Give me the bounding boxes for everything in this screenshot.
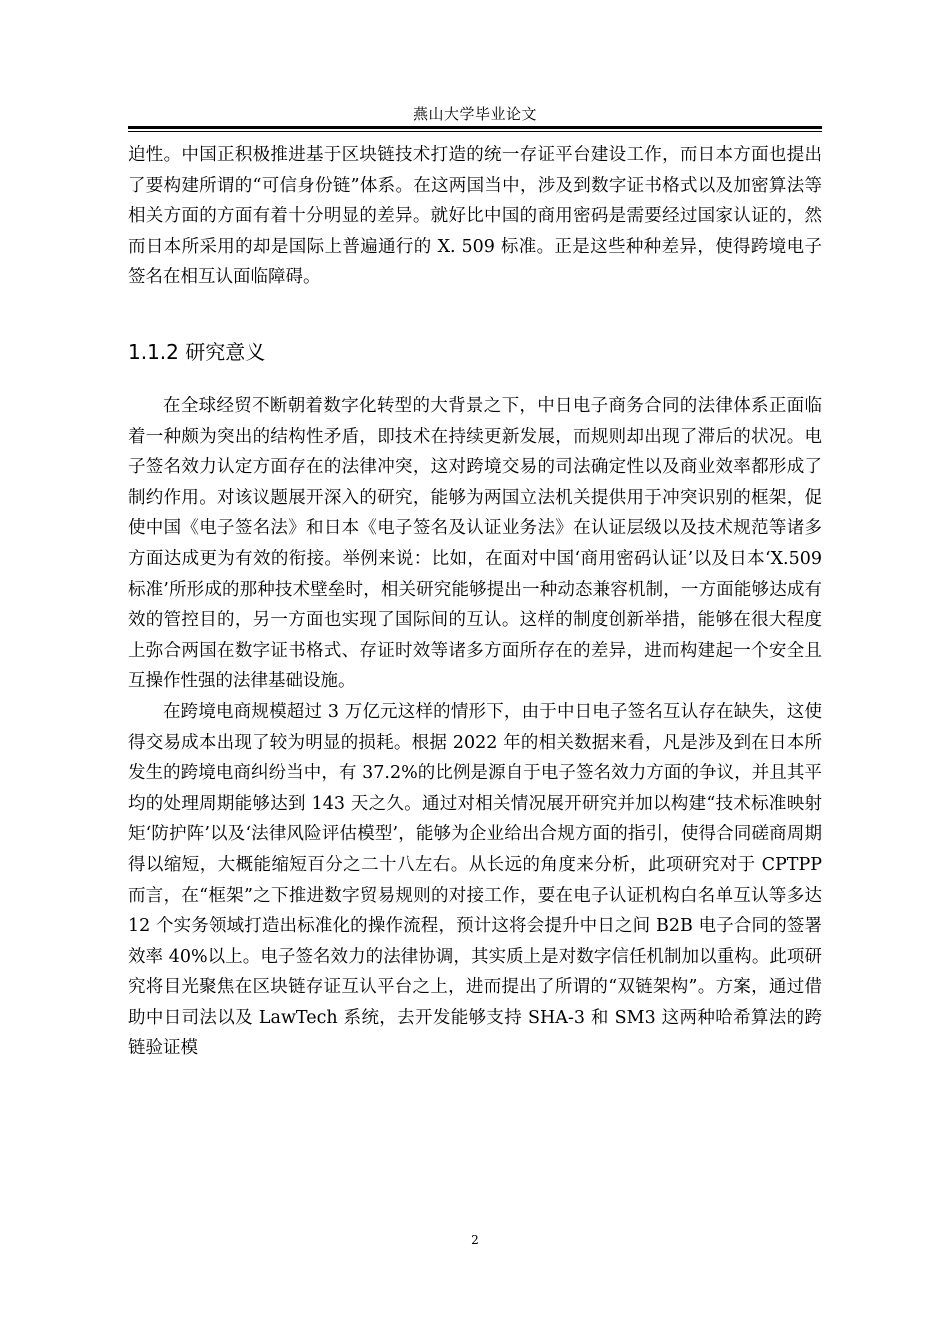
- running-header-title: 燕山大学毕业论文: [412, 105, 537, 123]
- body-block-top: [128, 140, 822, 293]
- page-number: 2: [471, 1233, 479, 1247]
- paragraph: 在跨境电商规模超过 3 万亿元这样的情形下，由于中日电子签名互认存在缺失，这使得交易成本出现了较为明显的损耗。根据 2022 年的相关数据来看，凡是涉及到在日本所发生的跨境电商纠纷当中，有 37.2%的比例是源自于电子签名效力方面的争议，并且其平均的处理周期能够达到 143 天之久。通过对相关情况展开研究并加以构建“技术标准映射矩‘防护阵’以及‘法律风险评估模型’，能够为企业给出合规方面的指引，使得合同磋商周期得以缩短，大概能缩短百分之二十八左右。从长远的角度来分析，此项研究对于 CPTPP 而言，在“框架”之下推进数字贸易规则的对接工作，要在电子认证机构白名单互认等多达 12 个实务领域打造出标准化的操作流程，预计这将会提升中日之间 B2B 电子合同的签署效率 40%以上。电子签名效力的法律协调，其实质上是对数字信任机制加以重构。此项研究将目光聚焦在区块链存证互认平台之上，进而提出了所谓的“双链架构”。方案，通过借助中日司法以及 LawTech 系统，去开发能够支持 SHA-3 和 SM3 这两种哈希算法的跨链验证模: [128, 701, 822, 1059]
- section-heading: 1.1.2 研究意义: [128, 340, 266, 364]
- paragraph-continued: 迫性。中国正积极推进基于区块链技术打造的统一存证平台建设工作，而日本方面也提出了要构建所谓的“可信身份链”体系。在这两国当中，涉及到数字证书格式以及加密算法等相关方面的方面有着十分明显的差异。就好比中国的商用密码是需要经过国家认证的，然而日本所采用的却是国际上普遍通行的 X. 509 标准。正是这些种种差异，使得跨境电子签名在相互认面临障碍。: [128, 145, 822, 288]
- paragraph: 在全球经贸不断朝着数字化转型的大背景之下，中日电子商务合同的法律体系正面临着一种颇为突出的结构性矛盾，即技术在持续更新发展，而规则却出现了滞后的状况。电子签名效力认定方面存在的法律冲突，这对跨境交易的司法确定性以及商业效率都形成了制约作用。对该议题展开深入的研究，能够为两国立法机关提供用于冲突识别的框架，促使中国《电子签名法》和日本《电子签名及认证业务法》在认证层级以及技术规范等诸多方面达成更为有效的衔接。举例来说：比如，在面对中国‘商用密码认证’以及日本‘X.509 标准’所形成的那种技术壁垒时，相关研究能够提出一种动态兼容机制，一方面能够达成有效的管控目的，另一方面也实现了国际间的互认。这样的制度创新举措，能够在很大程度上弥合两国在数字证书格式、存证时效等诸多方面所存在的差异，进而构建起一个安全且互操作性强的法律基础设施。: [128, 396, 822, 692]
- header-rule-thin: [128, 131, 822, 132]
- header-rule-thick: [128, 126, 822, 129]
- body-block-section: [128, 391, 822, 1064]
